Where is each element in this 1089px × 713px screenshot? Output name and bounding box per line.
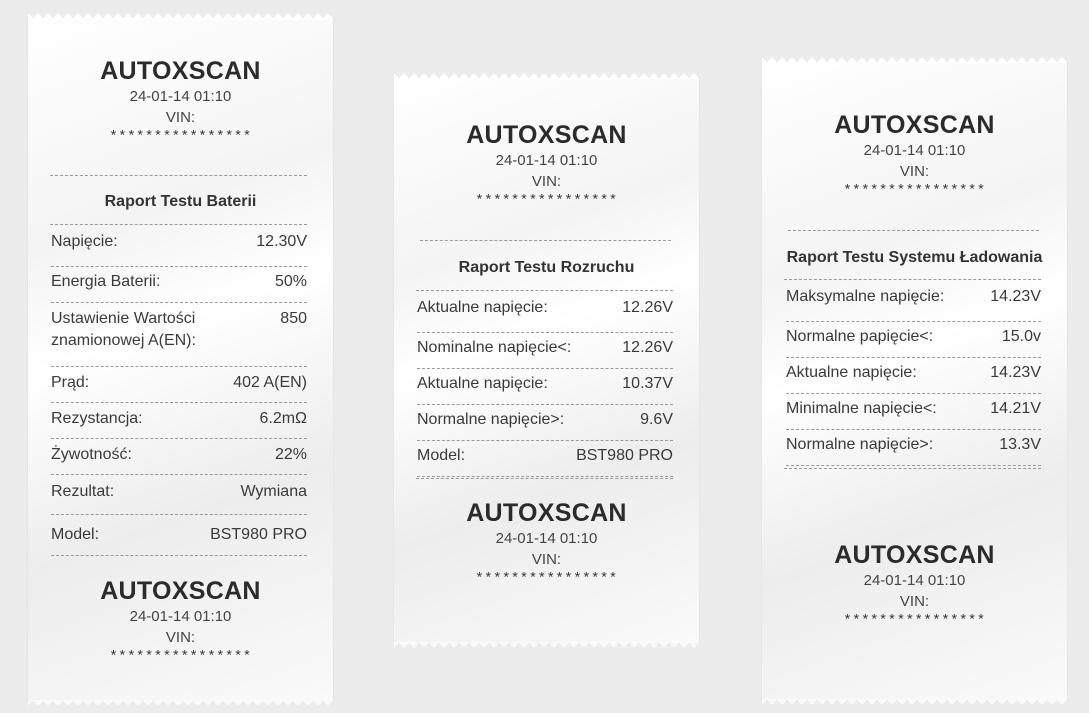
receipt-header-top (394, 120, 699, 210)
report-rows (786, 286, 1041, 466)
report-row: Energia Baterii: 50% (51, 267, 307, 303)
report-title: Raport Testu Systemu Ładowania (786, 249, 1043, 266)
datetime: 24-01-14 01:10 (129, 608, 232, 625)
datetime: 24-01-14 01:10 (863, 572, 966, 589)
receipt-header-bottom (28, 576, 333, 666)
report-row: Model: BST980 PRO (51, 515, 307, 556)
datetime: 24-01-14 01:10 (495, 530, 598, 547)
divider (416, 478, 673, 479)
report-row: Maksymalne napięcie: 14.23V (786, 286, 1041, 322)
divider (784, 468, 1041, 469)
vin-label: VIN: (531, 551, 562, 568)
vin-label: VIN: (899, 593, 930, 610)
brand-title: AUTOXSCAN (100, 577, 261, 605)
report-row: Rezystancja: 6.2mΩ (51, 403, 307, 439)
datetime: 24-01-14 01:10 (863, 142, 966, 159)
report-title: Raport Testu Rozruchu (458, 259, 635, 276)
vin-value: **************** (843, 613, 986, 629)
receipt-header-bottom (762, 540, 1067, 630)
vin-value: **************** (109, 129, 252, 145)
vin-label: VIN: (531, 173, 562, 190)
brand-title: AUTOXSCAN (466, 499, 627, 527)
report-row: Aktualne napięcie: 10.37V (417, 369, 673, 405)
vin-value: **************** (475, 193, 618, 209)
divider (788, 230, 1039, 231)
report-row: Model: BST980 PRO (417, 441, 673, 477)
vin-label: VIN: (899, 163, 930, 180)
report-row: Normalne napięcie>: 13.3V (786, 430, 1041, 466)
vin-label: VIN: (165, 109, 196, 126)
report-rows (417, 297, 673, 477)
divider (416, 290, 673, 291)
receipt-header-top (762, 110, 1067, 200)
report-title: Raport Testu Baterii (104, 193, 257, 210)
divider (50, 175, 307, 176)
receipt-cranking-test (394, 78, 699, 643)
vin-value: **************** (475, 571, 618, 587)
divider (784, 279, 1041, 280)
report-row: Napięcie: 12.30V (51, 231, 307, 267)
report-rows (51, 231, 307, 556)
report-row: Nominalne napięcie<: 12.26V (417, 333, 673, 369)
report-row: Aktualne napięcie: 14.23V (786, 358, 1041, 394)
receipt-header-top (28, 56, 333, 146)
divider (420, 240, 671, 241)
brand-title: AUTOXSCAN (834, 541, 995, 569)
report-row: Żywotność: 22% (51, 439, 307, 475)
datetime: 24-01-14 01:10 (129, 88, 232, 105)
report-row: Minimalne napięcie<: 14.21V (786, 394, 1041, 430)
vin-value: **************** (109, 649, 252, 665)
vin-value: **************** (843, 183, 986, 199)
brand-title: AUTOXSCAN (466, 121, 627, 149)
report-row: Normalne papięcie<: 15.0v (786, 322, 1041, 358)
brand-title: AUTOXSCAN (100, 57, 261, 85)
report-row: Ustawienie Wartości znamionowej A(EN): 850 (51, 303, 307, 367)
receipt-battery-test (28, 18, 333, 701)
brand-title: AUTOXSCAN (834, 111, 995, 139)
vin-label: VIN: (165, 629, 196, 646)
report-row: Aktualne napięcie: 12.26V (417, 297, 673, 333)
report-row: Rezultat: Wymiana (51, 475, 307, 515)
divider (50, 224, 307, 225)
receipt-header-bottom (394, 498, 699, 588)
receipt-charging-test (762, 62, 1067, 700)
datetime: 24-01-14 01:10 (495, 152, 598, 169)
report-row: Normalne napięcie>: 9.6V (417, 405, 673, 441)
report-row: Prąd: 402 A(EN) (51, 367, 307, 403)
